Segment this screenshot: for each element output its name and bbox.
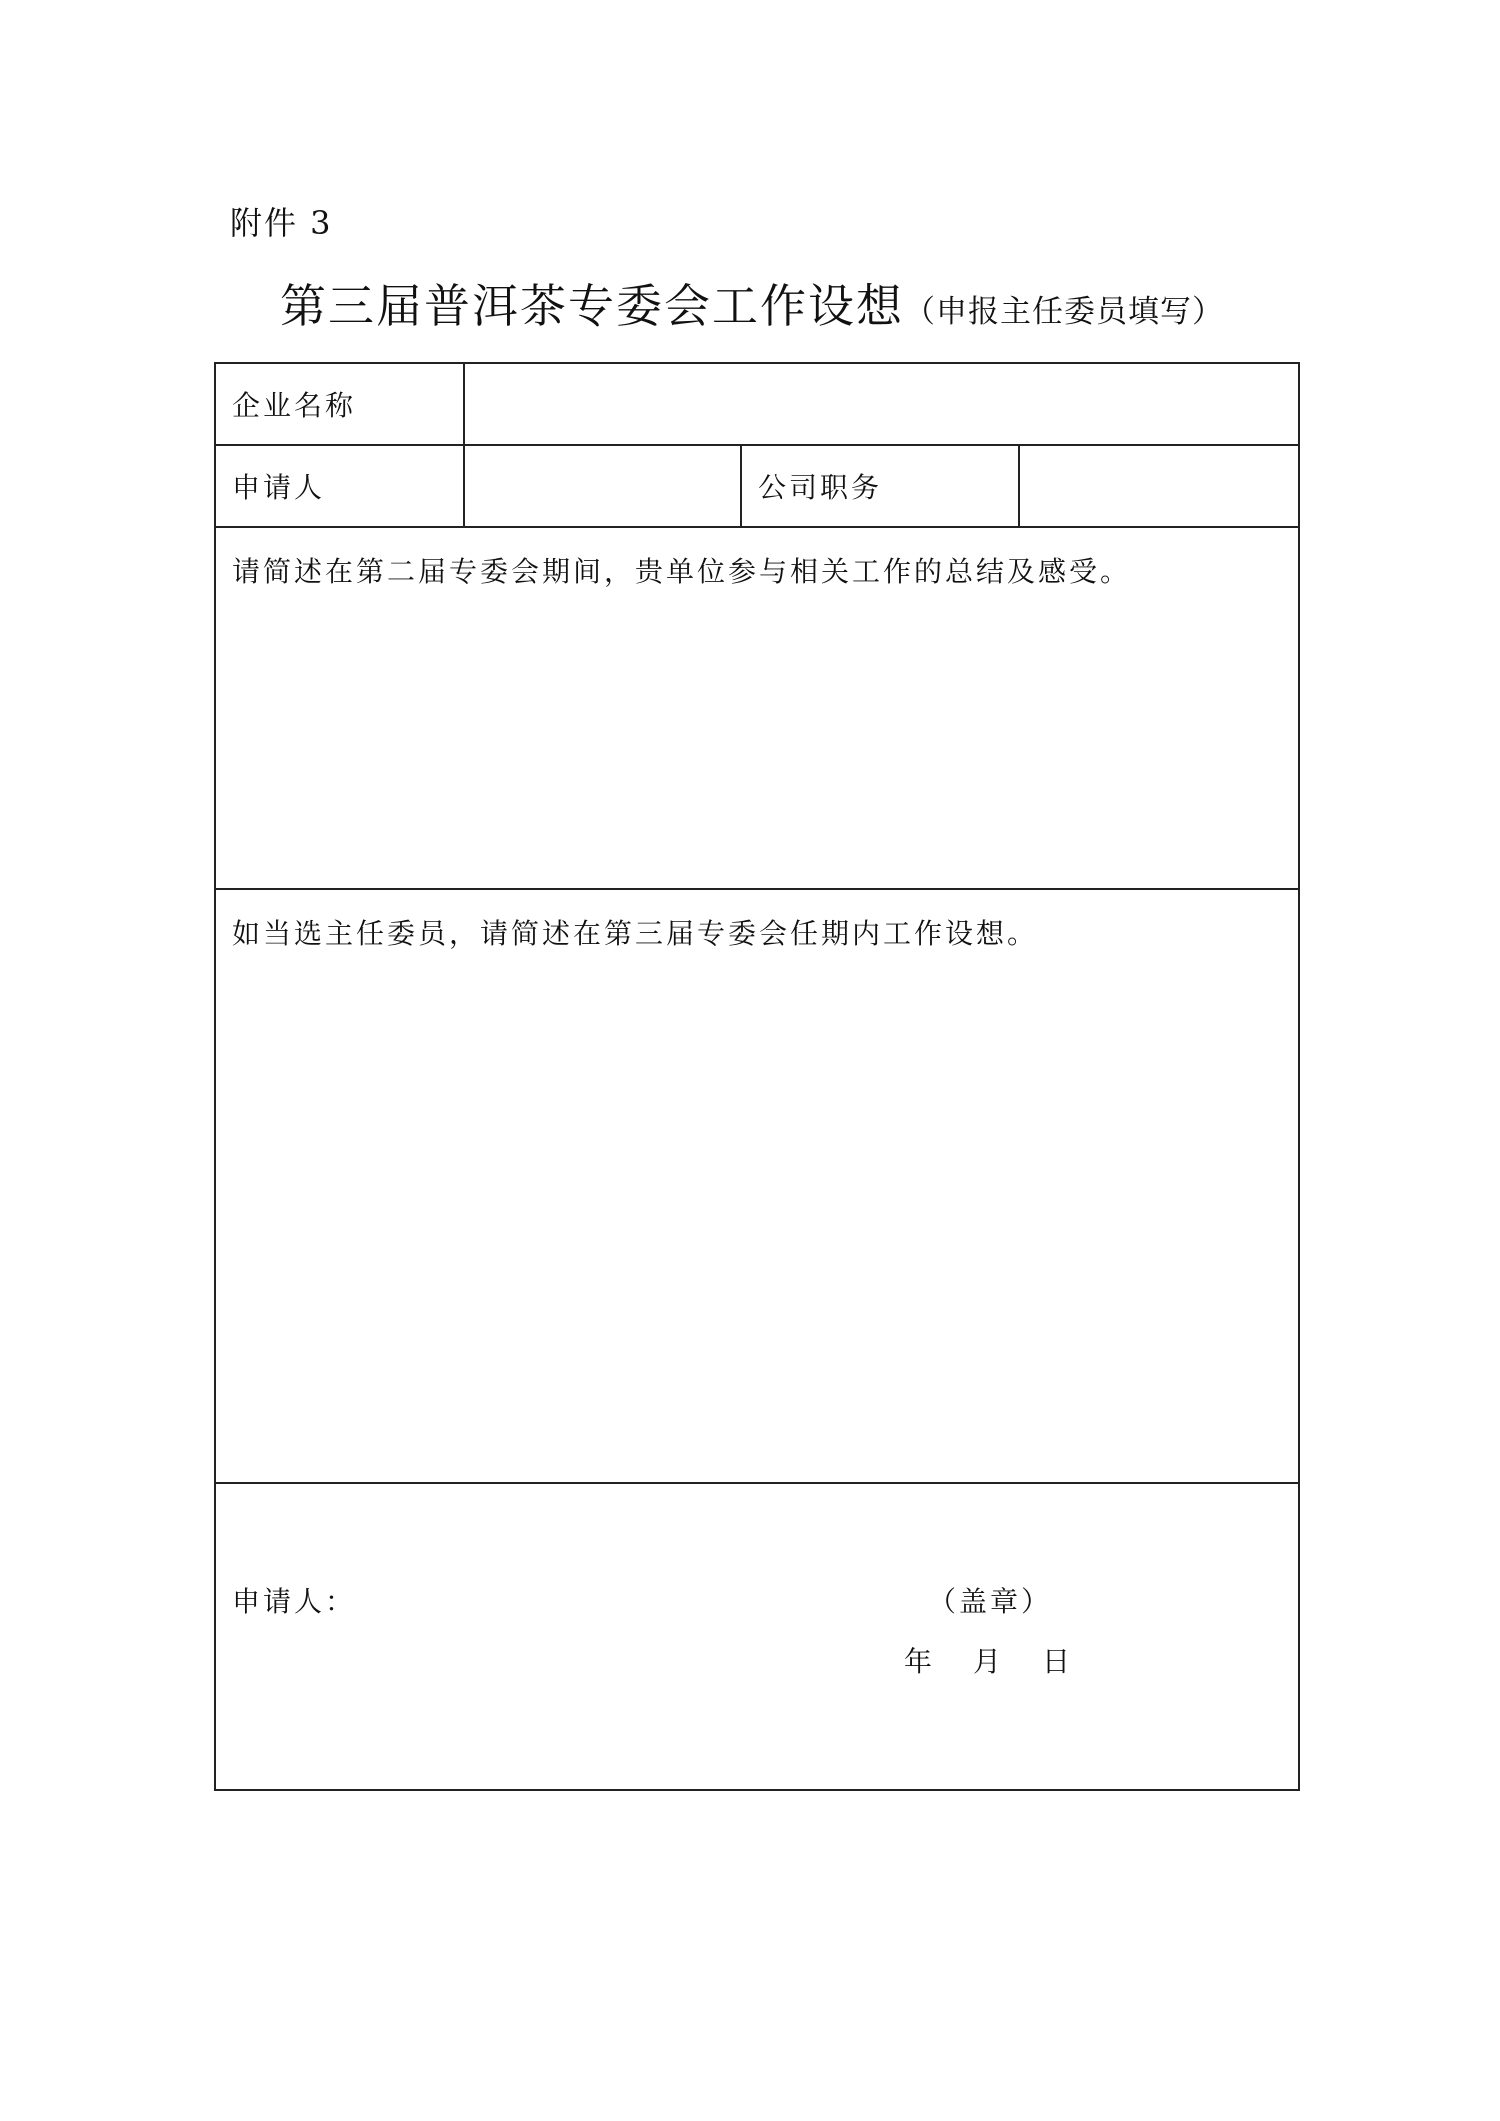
plan-row xyxy=(215,889,1299,1483)
date-day-label: 日 xyxy=(1042,1645,1074,1678)
signature-row xyxy=(215,1483,1299,1790)
seal-label: （盖章） xyxy=(928,1585,1053,1618)
summary-prompt: 请简述在第二届专委会期间，贵单位参与相关工作的总结及感受。 xyxy=(232,555,1132,588)
company-name-label: 企业名称 xyxy=(215,363,464,445)
title-main: 第三届普洱茶专委会工作设想 xyxy=(280,279,904,333)
plan-field[interactable] xyxy=(215,889,1299,1483)
position-field[interactable] xyxy=(1019,445,1299,527)
position-label: 公司职务 xyxy=(741,445,1019,527)
applicant-field[interactable] xyxy=(464,445,741,527)
date-month-label: 月 xyxy=(973,1645,1005,1678)
date-line xyxy=(904,1640,1073,1680)
company-row xyxy=(215,363,1299,445)
company-name-field[interactable] xyxy=(464,363,1299,445)
applicant-row xyxy=(215,445,1299,527)
attachment-label: 附件 3 xyxy=(230,204,333,242)
signature-applicant-label: 申请人： xyxy=(232,1585,357,1618)
summary-row xyxy=(215,527,1299,889)
applicant-label: 申请人 xyxy=(215,445,464,527)
page-title xyxy=(280,270,1280,336)
signature-cell[interactable] xyxy=(215,1483,1299,1790)
summary-field[interactable] xyxy=(215,527,1299,889)
application-form-table xyxy=(214,362,1300,1791)
plan-prompt: 如当选主任委员，请简述在第三届专委会任期内工作设想。 xyxy=(232,917,1039,950)
date-year-label: 年 xyxy=(904,1645,936,1678)
title-note: （申报主任委员填写） xyxy=(904,294,1224,330)
